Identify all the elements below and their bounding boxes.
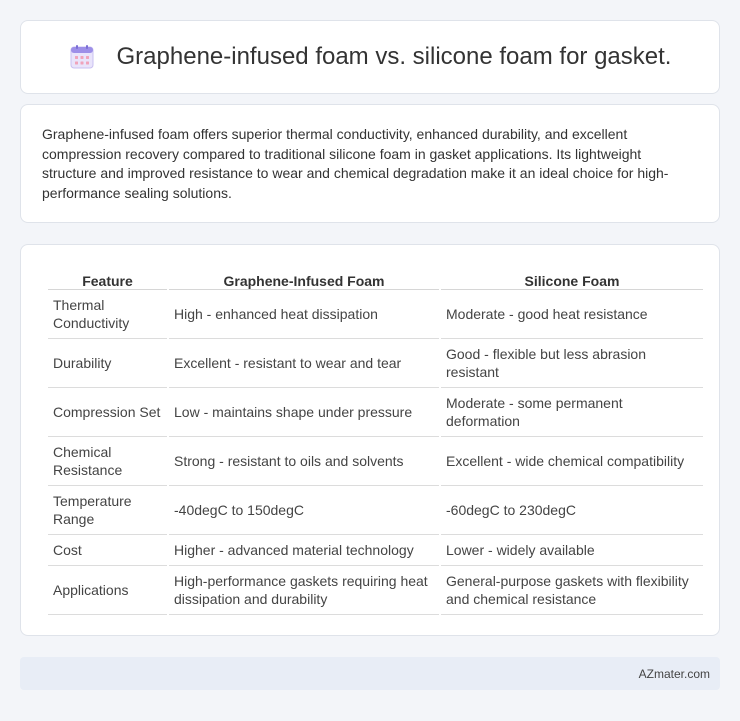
feature-cell: Applications (48, 566, 167, 615)
footer (20, 657, 720, 690)
silicone-cell: Lower - widely available (441, 535, 703, 566)
graphene-cell: -40degC to 150degC (169, 486, 439, 535)
table-row (48, 388, 703, 437)
page-title: Graphene-infused foam vs. silicone foam for gasket. (116, 43, 672, 70)
title-card (20, 20, 720, 94)
column-header-silicone: Silicone Foam (441, 266, 703, 290)
silicone-cell: General-purpose gaskets with flexibility and chemical resistance (441, 566, 703, 615)
feature-cell: Temperature Range (48, 486, 167, 535)
table-row (48, 290, 703, 339)
graphene-cell: Higher - advanced material technology (169, 535, 439, 566)
comparison-card (20, 244, 720, 636)
silicone-cell: Excellent - wide chemical compatibility (441, 437, 703, 486)
table-row (48, 535, 703, 566)
column-header-feature: Feature (48, 266, 167, 290)
feature-cell: Cost (48, 535, 167, 566)
graphene-cell: Excellent - resistant to wear and tear (169, 339, 439, 388)
graphene-cell: High - enhanced heat dissipation (169, 290, 439, 339)
graphene-cell: Strong - resistant to oils and solvents (169, 437, 439, 486)
feature-cell: Chemical Resistance (48, 437, 167, 486)
calendar-icon (69, 44, 95, 70)
column-header-graphene: Graphene-Infused Foam (169, 266, 439, 290)
table-row (48, 486, 703, 535)
table-row (48, 566, 703, 615)
intro-card (20, 104, 720, 223)
footer-site-link[interactable]: AZmater.com (638, 667, 710, 681)
comparison-table (46, 266, 705, 615)
silicone-cell: -60degC to 230degC (441, 486, 703, 535)
table-row (48, 339, 703, 388)
feature-cell: Thermal Conductivity (48, 290, 167, 339)
silicone-cell: Moderate - good heat resistance (441, 290, 703, 339)
silicone-cell: Moderate - some permanent deformation (441, 388, 703, 437)
silicone-cell: Good - flexible but less abrasion resistant (441, 339, 703, 388)
table-row (48, 437, 703, 486)
table-header-row (48, 266, 703, 290)
intro-paragraph: Graphene-infused foam offers superior thermal conductivity, enhanced durability, and excellent compression recovery compared to traditional silicone foam in gasket applications. Its lightweight structure and improved resistance to wear and chemical degradation make it an ideal choice for high-performance sealing solutions. (42, 126, 669, 201)
graphene-cell: High-performance gaskets requiring heat dissipation and durability (169, 566, 439, 615)
graphene-cell: Low - maintains shape under pressure (169, 388, 439, 437)
feature-cell: Durability (48, 339, 167, 388)
feature-cell: Compression Set (48, 388, 167, 437)
